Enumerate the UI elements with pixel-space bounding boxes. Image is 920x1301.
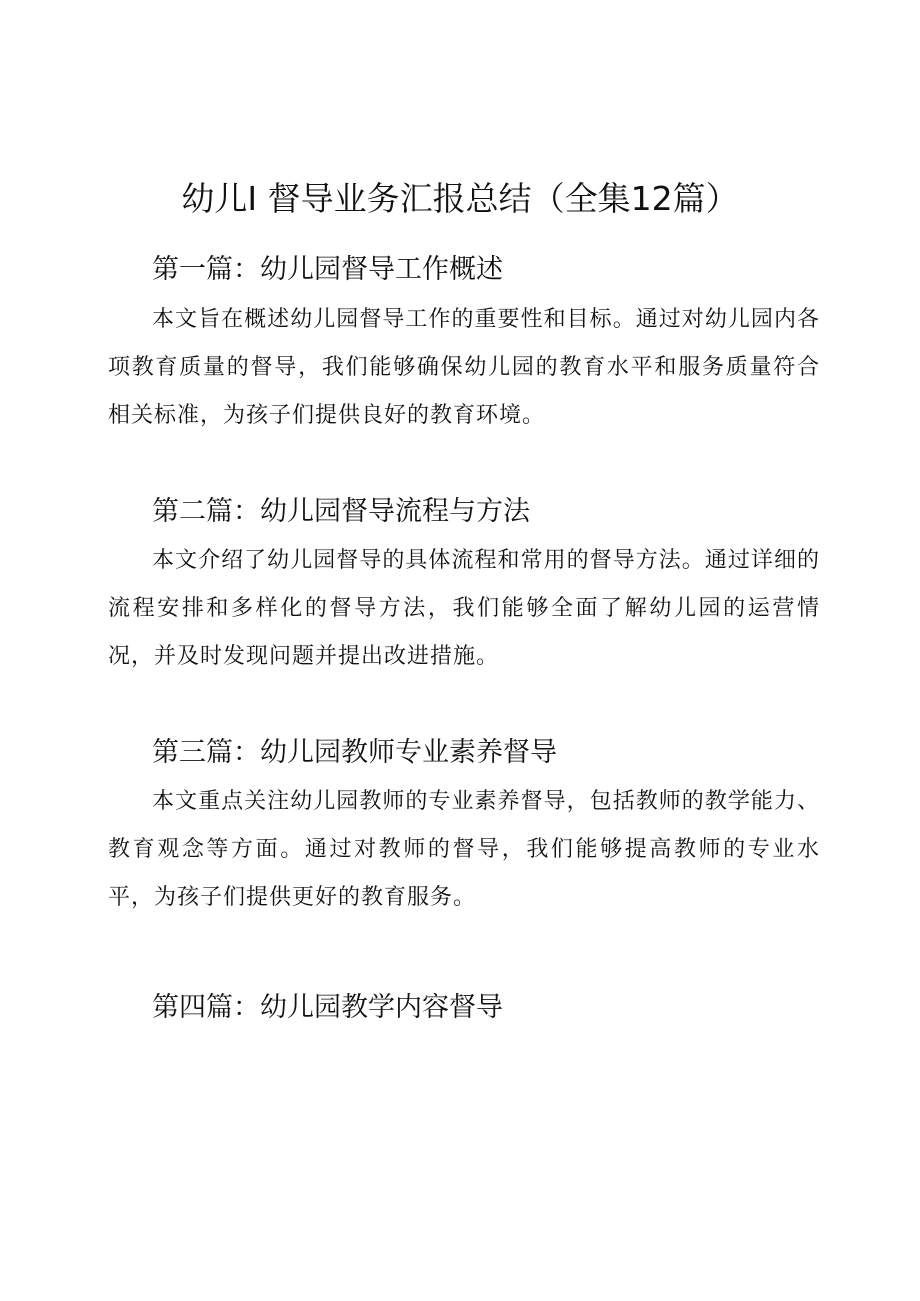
section-body-2: 本文介绍了幼儿园督导的具体流程和常用的督导方法。通过详细的流程安排和多样化的督导方法，我们能够全面了解幼儿园的运营情况，并及时发现问题并提出改进措施。	[108, 548, 820, 669]
section-heading-1: 第一篇：幼儿园督导工作概述	[152, 254, 503, 285]
section-body-3: 本文重点关注幼儿园教师的专业素养督导，包括教师的教学能力、教育观念等方面。通过对教师的督导，我们能够提高教师的专业水平，为孩子们提供更好的教育服务。	[108, 789, 820, 910]
section-body-1: 本文旨在概述幼儿园督导工作的重要性和目标。通过对幼儿园内各项教育质量的督导，我们能够确保幼儿园的教育水平和服务质量符合相关标准，为孩子们提供良好的教育环境。	[108, 307, 820, 428]
section-heading-4: 第四篇：幼儿园教学内容督导	[152, 992, 503, 1023]
document-title: 幼儿I 督导业务汇报总结（全集12篇）	[181, 179, 739, 218]
section-heading-2: 第二篇：幼儿园督导流程与方法	[152, 496, 530, 527]
section-heading-3: 第三篇：幼儿园教师专业素养督导	[152, 737, 557, 768]
